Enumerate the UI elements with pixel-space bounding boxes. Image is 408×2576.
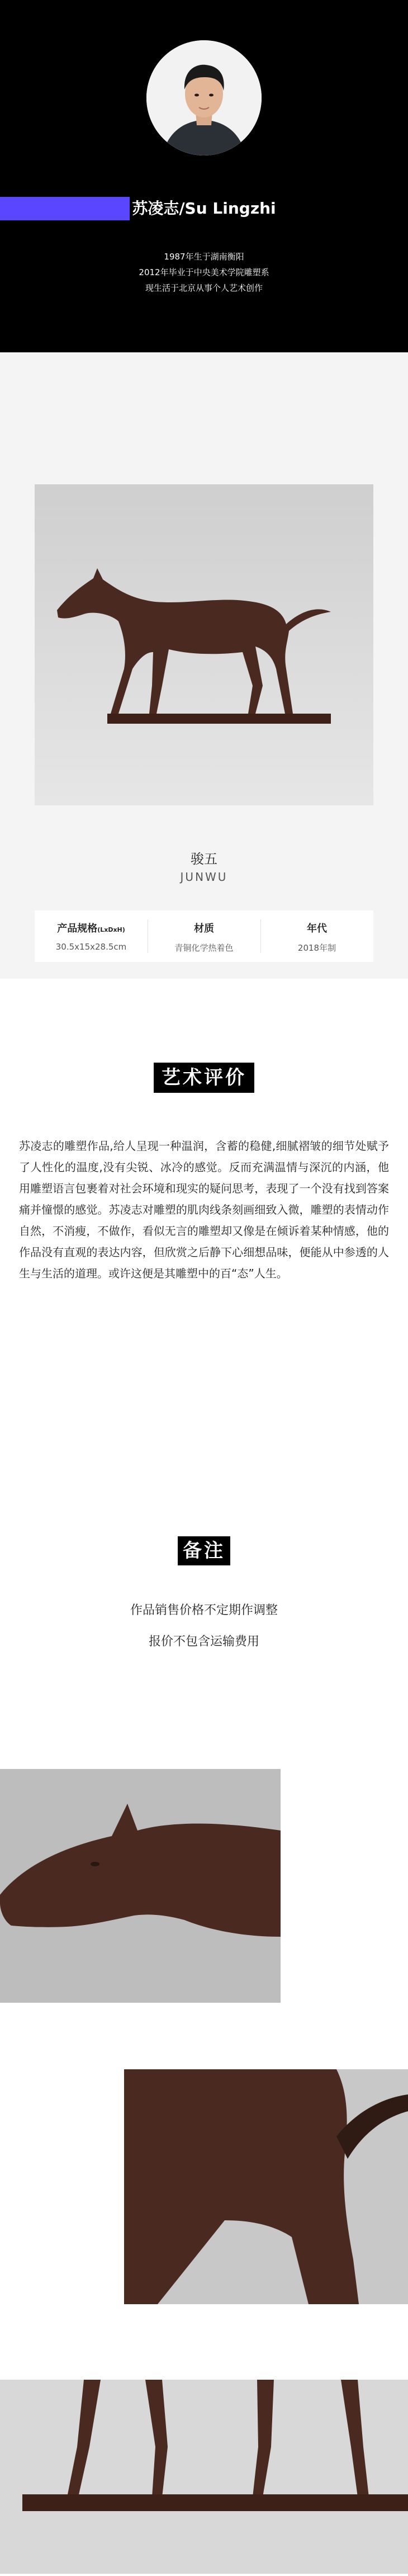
spec-material-label: 材质 xyxy=(194,923,214,935)
bio-line-birth: 1987年生于湖南衡阳 xyxy=(164,252,244,262)
artist-avatar xyxy=(146,40,262,155)
artist-name-bar xyxy=(0,197,408,220)
note-line-price: 作品销售价格不定期作调整 xyxy=(130,1603,278,1617)
artist-header xyxy=(0,0,408,352)
horse-head-detail-image xyxy=(0,1769,281,2003)
horse-sculpture-image xyxy=(35,484,373,805)
spec-size xyxy=(35,910,148,962)
artist-portrait-image xyxy=(146,40,262,155)
spec-material-value: 青铜化学热着色 xyxy=(174,943,234,953)
note-heading: 备注 xyxy=(178,1536,230,1565)
spec-size-label: 产品规格 xyxy=(57,923,98,935)
artwork-title-cn: 骏五 xyxy=(191,851,217,867)
spec-material xyxy=(148,910,260,962)
note-line-shipping: 报价不包含运输费用 xyxy=(148,1635,259,1649)
spec-size-value: 30.5x15x28.5cm xyxy=(55,942,127,952)
spec-year xyxy=(260,910,373,962)
horse-body-detail-image xyxy=(124,2069,408,2304)
detail-photo-body xyxy=(124,2069,408,2304)
spec-year-value: 2018年制 xyxy=(297,943,336,953)
bio-line-current: 现生活于北京从事个人艺术创作 xyxy=(145,283,263,293)
review-text: 苏凌志的雕塑作品,给人呈现一种温润，含蓄的稳健,细腻褶皱的细节处赋予了人性化的温度,没有尖锐、冰冷的感觉。反而充满温情与深沉的内涵，他用雕塑语言包裹着对社会环境和现实的疑问思考，表现了一个没有找到答案痛并憧憬的感觉。苏凌志对雕塑的肌肉线条刻画细致入微，雕塑的表情动作自然，不消瘦，不做作，看似无言的雕塑却又像是在倾诉着某种情感，他的作品没有直观的表达内容，但欣赏之后静下心细想品味，便能从中参透的人生与生活的道理。或许这便是其雕塑中的百“态”人生。 xyxy=(19,1139,389,1280)
artwork-title-en: JUNWU xyxy=(180,870,228,884)
detail-photo-head xyxy=(0,1769,281,2003)
artwork-photo xyxy=(35,484,373,805)
horse-legs-detail-image xyxy=(0,2380,408,2574)
spec-size-label-unit: (LxDxH) xyxy=(97,926,125,933)
detail-photo-legs xyxy=(0,2380,408,2574)
bio-line-education: 2012年毕业于中央美术学院雕塑系 xyxy=(139,267,269,277)
spec-year-label: 年代 xyxy=(307,923,327,935)
artist-name: 苏凌志/Su Lingzhi xyxy=(132,199,276,218)
review-heading: 艺术评价 xyxy=(154,1063,254,1093)
spec-card xyxy=(35,910,373,962)
